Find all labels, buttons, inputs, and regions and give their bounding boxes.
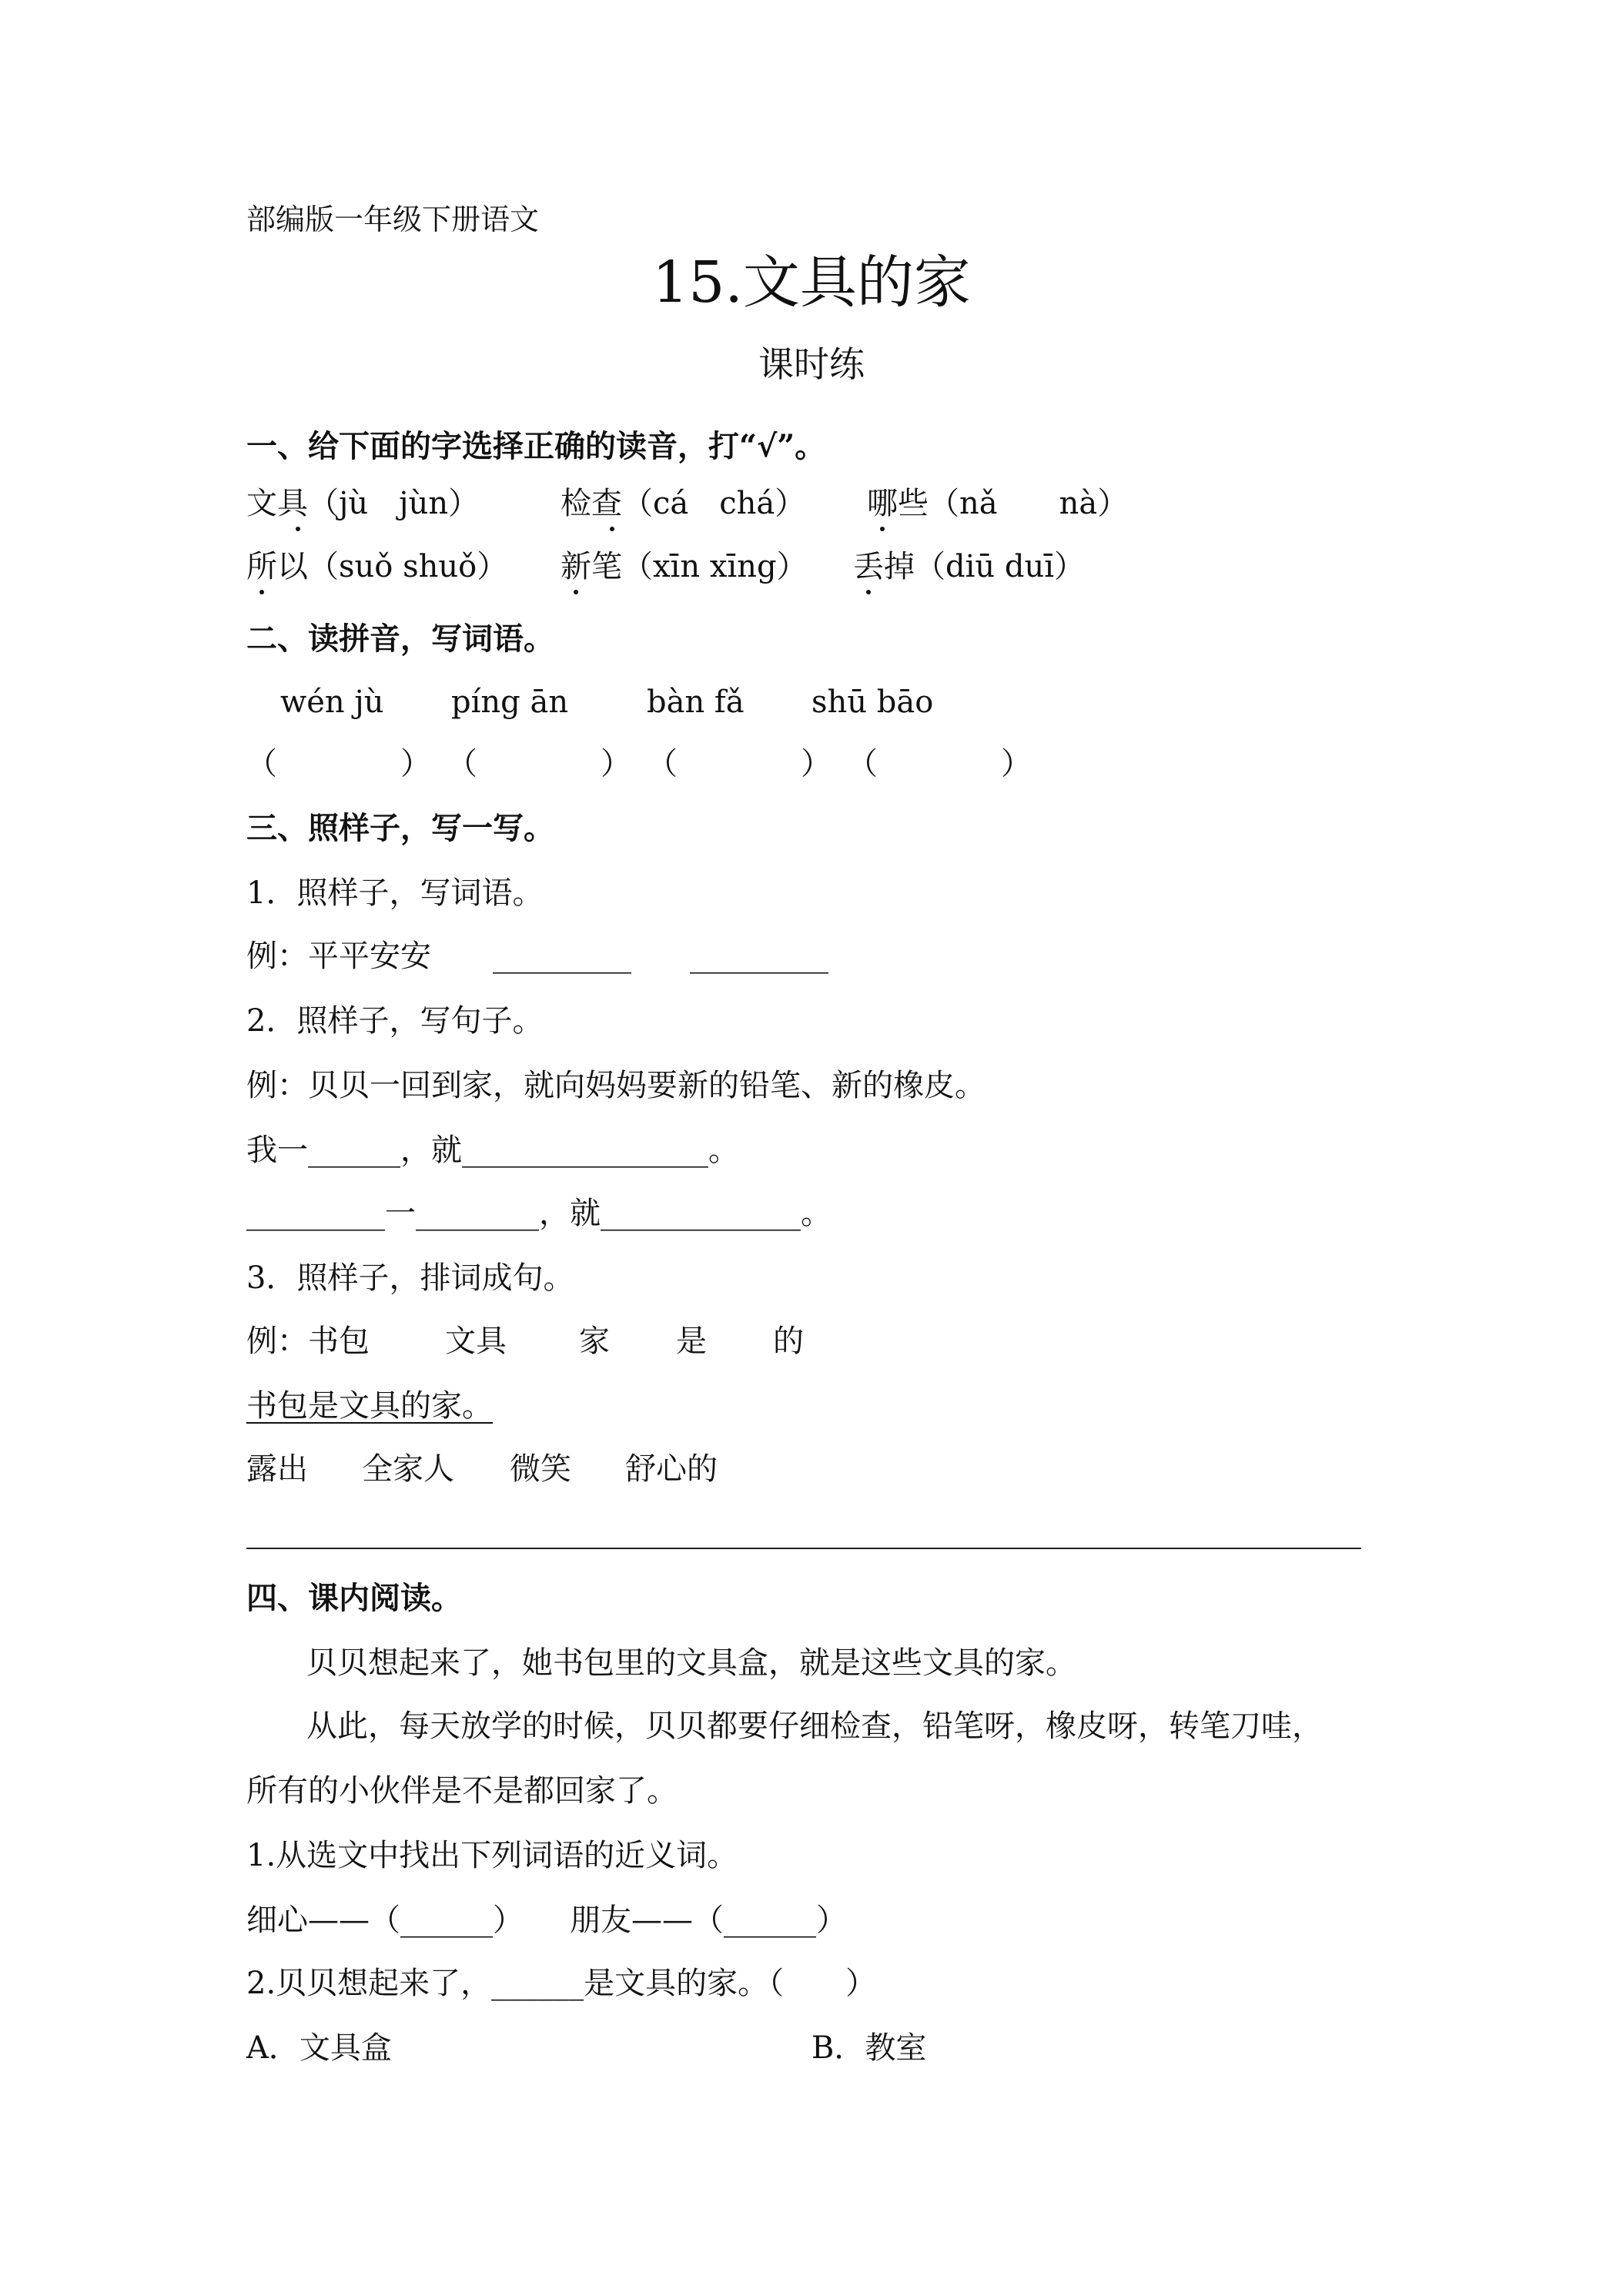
word-card: 微笑 (510, 1451, 571, 1487)
pinyin-pingan: píng ān (451, 684, 569, 720)
answer-blank[interactable]: （ ） (647, 746, 832, 782)
word-card: 露出 (246, 1451, 308, 1487)
q3-example-1: 例：平平安安 (246, 939, 431, 974)
emphasis-dot (296, 527, 300, 531)
emphasis-dot (574, 590, 578, 594)
q4-sub2: 2.贝贝想起来了，______是文具的家。（ ） (246, 1966, 877, 2001)
emphasis-dot (866, 590, 871, 594)
q3-example-2: 例：贝贝一回到家，就向妈妈要新的铅笔、新的橡皮。 (246, 1068, 986, 1103)
option-b[interactable]: B．教室 (812, 2030, 927, 2066)
q3-sub3: 3．照样子，排词成句。 (246, 1260, 574, 1296)
pinyin-shubao: shū bāo (812, 684, 934, 720)
word-card: 全家人 (362, 1451, 454, 1487)
answer-blank[interactable]: （ ） (847, 746, 1032, 782)
q3-example-3-label: 例：书包 (246, 1324, 370, 1359)
q1-item-diudiao: 丢掉（diū duī） (853, 549, 1086, 584)
q1-item-xinbi: 新笔（xīn xīng） (561, 549, 808, 584)
answer-blank[interactable]: （ ） (246, 746, 431, 782)
pinyin-banfa: bàn fǎ (647, 684, 745, 720)
q4-sub1: 1.从选文中找出下列词语的近义词。 (246, 1838, 738, 1873)
synonym-item-1[interactable]: 细心——（______） (246, 1903, 524, 1938)
page-title: 15.文具的家 (652, 249, 971, 316)
reading-paragraph-1: 贝贝想起来了，她书包里的文具盒，就是这些文具的家。 (306, 1645, 1076, 1681)
section-3-heading: 三、照样子，写一写。 (246, 810, 554, 846)
emphasis-dot (259, 590, 264, 594)
answer-line[interactable]: _________ (493, 939, 631, 974)
reading-paragraph-2: 从此，每天放学的时候，贝贝都要仔细检查，铅笔呀，橡皮呀，转笔刀哇， (306, 1709, 1323, 1744)
q1-item-suoyi: 所以（suǒ shuǒ） (246, 549, 508, 584)
synonym-item-2[interactable]: 朋友——（______） (570, 1903, 847, 1938)
reading-paragraph-2-cont: 所有的小伙伴是不是都回家了。 (246, 1773, 678, 1809)
q1-item-naxie: 哪些（nǎ nà） (867, 486, 1129, 521)
answer-rule (246, 1548, 1361, 1549)
word-card: 是 (676, 1324, 707, 1359)
option-a[interactable]: A．文具盒 (246, 2030, 392, 2066)
book-label: 部编版一年级下册语文 (246, 202, 540, 236)
emphasis-dot (610, 527, 614, 531)
word-card: 文具 (445, 1324, 507, 1359)
q3-sub2: 2．照样子，写句子。 (246, 1003, 544, 1039)
answer-line[interactable]: _________ (690, 939, 828, 974)
word-card: 的 (773, 1324, 804, 1359)
q3-sub1: 1．照样子，写词语。 (246, 875, 544, 911)
section-4-heading: 四、课内阅读。 (246, 1580, 462, 1616)
section-1-heading: 一、给下面的字选择正确的读音，打“√”。 (246, 428, 826, 464)
word-card: 舒心的 (625, 1451, 718, 1487)
answer-blank[interactable]: （ ） (447, 746, 631, 782)
emphasis-dot (880, 527, 885, 531)
q1-item-jiancha: 检查（cá chá） (561, 486, 806, 521)
q3-fill-line-2[interactable]: _________一________，就_____________。 (246, 1196, 832, 1231)
page-subtitle: 课时练 (758, 343, 865, 385)
example-answer: 书包是文具的家。 (246, 1388, 493, 1424)
word-card: 家 (579, 1324, 610, 1359)
q3-fill-line-1[interactable]: 我一______，就________________。 (246, 1133, 739, 1168)
pinyin-wenju: wén jù (280, 684, 384, 720)
section-2-heading: 二、读拼音，写词语。 (246, 621, 554, 657)
q1-item-wenju: 文具（jù jùn） (246, 486, 480, 521)
